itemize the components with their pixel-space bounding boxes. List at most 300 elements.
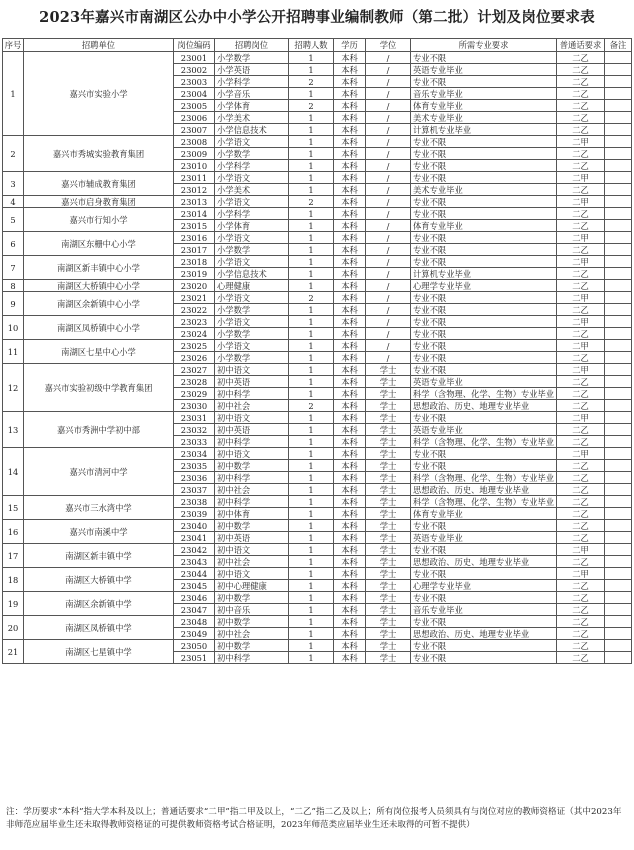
major-requirement: 思想政治、历史、地理专业毕业	[411, 628, 557, 640]
mandarin-level: 二乙	[557, 496, 605, 508]
post-name: 初中英语	[215, 376, 289, 388]
unit-number: 20	[3, 616, 24, 640]
hire-count: 1	[289, 256, 334, 268]
education: 本科	[334, 124, 366, 136]
post-name: 小学语文	[215, 196, 289, 208]
post-code: 23035	[174, 460, 215, 472]
post-name: 初中音乐	[215, 604, 289, 616]
major-requirement: 专业不限	[411, 196, 557, 208]
post-name: 小学语文	[215, 256, 289, 268]
table-row	[3, 340, 632, 352]
post-name: 初中科学	[215, 496, 289, 508]
unit-number: 1	[3, 52, 24, 136]
mandarin-level: 二乙	[557, 580, 605, 592]
degree: /	[366, 100, 411, 112]
post-code: 23044	[174, 568, 215, 580]
education: 本科	[334, 520, 366, 532]
hire-count: 1	[289, 592, 334, 604]
major-requirement: 专业不限	[411, 136, 557, 148]
table-row	[3, 280, 632, 292]
mandarin-level: 二甲	[557, 172, 605, 184]
major-requirement: 专业不限	[411, 520, 557, 532]
degree: /	[366, 280, 411, 292]
post-name: 初中英语	[215, 424, 289, 436]
post-code: 23018	[174, 256, 215, 268]
unit-name: 南湖区新丰镇中心小学	[24, 256, 174, 280]
remark	[605, 592, 632, 604]
remark	[605, 352, 632, 364]
post-code: 23014	[174, 208, 215, 220]
post-code: 23041	[174, 532, 215, 544]
education: 本科	[334, 640, 366, 652]
table-row	[3, 256, 632, 268]
remark	[605, 220, 632, 232]
hire-count: 1	[289, 388, 334, 400]
table-row	[3, 292, 632, 304]
major-requirement: 专业不限	[411, 340, 557, 352]
degree: 学士	[366, 652, 411, 664]
unit-number: 14	[3, 448, 24, 496]
remark	[605, 52, 632, 64]
post-code: 23045	[174, 580, 215, 592]
unit-name: 南湖区余新镇中学	[24, 592, 174, 616]
remark	[605, 400, 632, 412]
post-name: 小学数学	[215, 148, 289, 160]
major-requirement: 专业不限	[411, 652, 557, 664]
mandarin-level: 二乙	[557, 376, 605, 388]
education: 本科	[334, 568, 366, 580]
post-name: 小学数学	[215, 244, 289, 256]
recruitment-table	[2, 38, 632, 664]
hire-count: 1	[289, 148, 334, 160]
post-name: 小学数学	[215, 352, 289, 364]
post-code: 23017	[174, 244, 215, 256]
major-requirement: 英语专业毕业	[411, 532, 557, 544]
major-requirement: 体育专业毕业	[411, 220, 557, 232]
unit-name: 南湖区凤桥镇中学	[24, 616, 174, 640]
education: 本科	[334, 628, 366, 640]
mandarin-level: 二乙	[557, 52, 605, 64]
degree: /	[366, 184, 411, 196]
post-code: 23039	[174, 508, 215, 520]
post-name: 小学体育	[215, 100, 289, 112]
major-requirement: 专业不限	[411, 208, 557, 220]
mandarin-level: 二乙	[557, 472, 605, 484]
hire-count: 1	[289, 544, 334, 556]
table-row	[3, 412, 632, 424]
unit-number: 2	[3, 136, 24, 172]
degree: /	[366, 256, 411, 268]
post-code: 23042	[174, 544, 215, 556]
remark	[605, 124, 632, 136]
remark	[605, 328, 632, 340]
remark	[605, 244, 632, 256]
hire-count: 1	[289, 232, 334, 244]
hire-count: 1	[289, 268, 334, 280]
post-code: 23046	[174, 592, 215, 604]
hire-count: 1	[289, 484, 334, 496]
post-code: 23008	[174, 136, 215, 148]
education: 本科	[334, 472, 366, 484]
education: 本科	[334, 136, 366, 148]
degree: /	[366, 244, 411, 256]
education: 本科	[334, 556, 366, 568]
education: 本科	[334, 376, 366, 388]
post-name: 小学语文	[215, 172, 289, 184]
unit-number: 16	[3, 520, 24, 544]
major-requirement: 专业不限	[411, 640, 557, 652]
table-row	[3, 208, 632, 220]
hire-count: 1	[289, 364, 334, 376]
mandarin-level: 二甲	[557, 340, 605, 352]
post-code: 23033	[174, 436, 215, 448]
hire-count: 1	[289, 424, 334, 436]
hire-count: 1	[289, 604, 334, 616]
mandarin-level: 二乙	[557, 400, 605, 412]
post-code: 23006	[174, 112, 215, 124]
hire-count: 1	[289, 448, 334, 460]
post-name: 初中数学	[215, 520, 289, 532]
unit-number: 5	[3, 208, 24, 232]
major-requirement: 专业不限	[411, 544, 557, 556]
mandarin-level: 二乙	[557, 76, 605, 88]
hire-count: 2	[289, 100, 334, 112]
unit-name: 嘉兴市实验小学	[24, 52, 174, 136]
post-name: 初中科学	[215, 436, 289, 448]
degree: 学士	[366, 580, 411, 592]
remark	[605, 112, 632, 124]
mandarin-level: 二乙	[557, 640, 605, 652]
major-requirement: 计算机专业毕业	[411, 124, 557, 136]
remark	[605, 232, 632, 244]
education: 本科	[334, 220, 366, 232]
remark	[605, 616, 632, 628]
degree: 学士	[366, 592, 411, 604]
unit-name: 嘉兴市启身教育集团	[24, 196, 174, 208]
major-requirement: 美术专业毕业	[411, 112, 557, 124]
hire-count: 1	[289, 52, 334, 64]
post-code: 23003	[174, 76, 215, 88]
table-row	[3, 616, 632, 628]
remark	[605, 568, 632, 580]
education: 本科	[334, 532, 366, 544]
education: 本科	[334, 424, 366, 436]
post-name: 小学数学	[215, 304, 289, 316]
header-cell: 学历	[334, 39, 366, 52]
post-code: 23007	[174, 124, 215, 136]
hire-count: 1	[289, 328, 334, 340]
degree: /	[366, 304, 411, 316]
hire-count: 1	[289, 496, 334, 508]
mandarin-level: 二乙	[557, 100, 605, 112]
major-requirement: 专业不限	[411, 52, 557, 64]
education: 本科	[334, 652, 366, 664]
table-row	[3, 640, 632, 652]
remark	[605, 496, 632, 508]
footnote: 注：学历要求“本科”指大学本科及以上；普通话要求“二甲”指二甲及以上，“二乙”指二乙及以上；所有岗位报考人员须具有与岗位对应的教师资格证（其中2023年非师范应届毕业生还未取得教师资格证的可提供教师资格考试合格证明，2023年师范类应届毕业生还未取得的可暂不提供）	[6, 807, 622, 830]
post-name: 小学美术	[215, 112, 289, 124]
unit-number: 9	[3, 292, 24, 316]
degree: 学士	[366, 640, 411, 652]
degree: 学士	[366, 484, 411, 496]
post-name: 初中科学	[215, 472, 289, 484]
post-name: 初中社会	[215, 400, 289, 412]
remark	[605, 100, 632, 112]
hire-count: 1	[289, 280, 334, 292]
post-code: 23021	[174, 292, 215, 304]
header-cell: 招聘单位	[24, 39, 174, 52]
major-requirement: 专业不限	[411, 292, 557, 304]
post-code: 23030	[174, 400, 215, 412]
major-requirement: 专业不限	[411, 460, 557, 472]
hire-count: 1	[289, 508, 334, 520]
major-requirement: 思想政治、历史、地理专业毕业	[411, 400, 557, 412]
header-cell: 学位	[366, 39, 411, 52]
degree: 学士	[366, 436, 411, 448]
education: 本科	[334, 232, 366, 244]
remark	[605, 208, 632, 220]
hire-count: 1	[289, 64, 334, 76]
table-row	[3, 196, 632, 208]
mandarin-level: 二乙	[557, 556, 605, 568]
remark	[605, 364, 632, 376]
mandarin-level: 二甲	[557, 568, 605, 580]
degree: 学士	[366, 568, 411, 580]
major-requirement: 科学（含物理、化学、生物）专业毕业	[411, 496, 557, 508]
post-code: 23025	[174, 340, 215, 352]
mandarin-level: 二乙	[557, 388, 605, 400]
hire-count: 1	[289, 352, 334, 364]
hire-count: 1	[289, 520, 334, 532]
unit-name: 嘉兴市南溪中学	[24, 520, 174, 544]
mandarin-level: 二乙	[557, 220, 605, 232]
hire-count: 1	[289, 436, 334, 448]
table-row	[3, 568, 632, 580]
remark	[605, 292, 632, 304]
degree: 学士	[366, 412, 411, 424]
major-requirement: 英语专业毕业	[411, 64, 557, 76]
major-requirement: 科学（含物理、化学、生物）专业毕业	[411, 472, 557, 484]
major-requirement: 专业不限	[411, 316, 557, 328]
major-requirement: 科学（含物理、化学、生物）专业毕业	[411, 436, 557, 448]
post-code: 23034	[174, 448, 215, 460]
unit-name: 嘉兴市辅成教育集团	[24, 172, 174, 196]
remark	[605, 520, 632, 532]
education: 本科	[334, 616, 366, 628]
education: 本科	[334, 460, 366, 472]
education: 本科	[334, 292, 366, 304]
degree: 学士	[366, 544, 411, 556]
mandarin-level: 二乙	[557, 268, 605, 280]
remark	[605, 472, 632, 484]
degree: /	[366, 124, 411, 136]
mandarin-level: 二甲	[557, 316, 605, 328]
post-name: 初中体育	[215, 508, 289, 520]
hire-count: 1	[289, 304, 334, 316]
post-code: 23004	[174, 88, 215, 100]
hire-count: 1	[289, 208, 334, 220]
degree: /	[366, 76, 411, 88]
post-code: 23028	[174, 376, 215, 388]
unit-name: 嘉兴市秀城实验教育集团	[24, 136, 174, 172]
degree: 学士	[366, 472, 411, 484]
mandarin-level: 二乙	[557, 460, 605, 472]
unit-number: 3	[3, 172, 24, 196]
degree: /	[366, 136, 411, 148]
hire-count: 1	[289, 532, 334, 544]
mandarin-level: 二甲	[557, 412, 605, 424]
post-code: 23001	[174, 52, 215, 64]
table-row	[3, 520, 632, 532]
education: 本科	[334, 76, 366, 88]
hire-count: 1	[289, 652, 334, 664]
remark	[605, 316, 632, 328]
table-row	[3, 316, 632, 328]
major-requirement: 心理学专业毕业	[411, 580, 557, 592]
degree: /	[366, 328, 411, 340]
remark	[605, 256, 632, 268]
post-name: 小学数学	[215, 52, 289, 64]
education: 本科	[334, 496, 366, 508]
mandarin-level: 二甲	[557, 364, 605, 376]
mandarin-level: 二甲	[557, 136, 605, 148]
education: 本科	[334, 400, 366, 412]
mandarin-level: 二乙	[557, 304, 605, 316]
unit-name: 嘉兴市行知小学	[24, 208, 174, 232]
degree: /	[366, 64, 411, 76]
unit-number: 11	[3, 340, 24, 364]
major-requirement: 专业不限	[411, 568, 557, 580]
degree: 学士	[366, 388, 411, 400]
mandarin-level: 二乙	[557, 328, 605, 340]
remark	[605, 280, 632, 292]
degree: /	[366, 208, 411, 220]
table-row	[3, 136, 632, 148]
header-cell: 普通话要求	[557, 39, 605, 52]
post-name: 初中社会	[215, 556, 289, 568]
post-name: 小学语文	[215, 292, 289, 304]
post-code: 23050	[174, 640, 215, 652]
unit-name: 南湖区余新镇中心小学	[24, 292, 174, 316]
post-name: 小学数学	[215, 328, 289, 340]
degree: /	[366, 196, 411, 208]
post-name: 小学体育	[215, 220, 289, 232]
degree: 学士	[366, 496, 411, 508]
mandarin-level: 二乙	[557, 88, 605, 100]
mandarin-level: 二乙	[557, 532, 605, 544]
post-name: 初中心理健康	[215, 580, 289, 592]
hire-count: 2	[289, 76, 334, 88]
degree: /	[366, 340, 411, 352]
major-requirement: 思想政治、历史、地理专业毕业	[411, 484, 557, 496]
remark	[605, 484, 632, 496]
major-requirement: 音乐专业毕业	[411, 88, 557, 100]
unit-name: 嘉兴市实验初级中学教育集团	[24, 364, 174, 412]
mandarin-level: 二甲	[557, 448, 605, 460]
degree: 学士	[366, 364, 411, 376]
remark	[605, 148, 632, 160]
education: 本科	[334, 364, 366, 376]
hire-count: 1	[289, 136, 334, 148]
header-cell: 序号	[3, 39, 24, 52]
unit-name: 南湖区七星中心小学	[24, 340, 174, 364]
education: 本科	[334, 544, 366, 556]
degree: 学士	[366, 400, 411, 412]
post-name: 小学科学	[215, 208, 289, 220]
hire-count: 1	[289, 316, 334, 328]
unit-number: 7	[3, 256, 24, 280]
major-requirement: 体育专业毕业	[411, 508, 557, 520]
mandarin-level: 二乙	[557, 508, 605, 520]
education: 本科	[334, 328, 366, 340]
degree: /	[366, 292, 411, 304]
degree: /	[366, 232, 411, 244]
degree: 学士	[366, 448, 411, 460]
education: 本科	[334, 244, 366, 256]
education: 本科	[334, 448, 366, 460]
hire-count: 2	[289, 196, 334, 208]
major-requirement: 体育专业毕业	[411, 100, 557, 112]
post-name: 小学科学	[215, 160, 289, 172]
major-requirement: 计算机专业毕业	[411, 268, 557, 280]
hire-count: 1	[289, 172, 334, 184]
post-code: 23031	[174, 412, 215, 424]
mandarin-level: 二乙	[557, 424, 605, 436]
major-requirement: 专业不限	[411, 352, 557, 364]
post-code: 23040	[174, 520, 215, 532]
remark	[605, 544, 632, 556]
hire-count: 1	[289, 580, 334, 592]
education: 本科	[334, 592, 366, 604]
unit-number: 6	[3, 232, 24, 256]
degree: /	[366, 148, 411, 160]
remark	[605, 460, 632, 472]
degree: /	[366, 160, 411, 172]
header-cell: 岗位编码	[174, 39, 215, 52]
mandarin-level: 二乙	[557, 208, 605, 220]
major-requirement: 英语专业毕业	[411, 376, 557, 388]
table-header-row	[3, 39, 632, 52]
education: 本科	[334, 256, 366, 268]
degree: /	[366, 112, 411, 124]
unit-name: 南湖区东栅中心小学	[24, 232, 174, 256]
hire-count: 1	[289, 460, 334, 472]
remark	[605, 184, 632, 196]
hire-count: 1	[289, 472, 334, 484]
post-code: 23023	[174, 316, 215, 328]
table-row	[3, 172, 632, 184]
education: 本科	[334, 304, 366, 316]
post-name: 小学语文	[215, 340, 289, 352]
remark	[605, 160, 632, 172]
post-name: 初中语文	[215, 544, 289, 556]
hire-count: 1	[289, 412, 334, 424]
post-code: 23013	[174, 196, 215, 208]
major-requirement: 专业不限	[411, 412, 557, 424]
unit-name: 嘉兴市秀洲中学初中部	[24, 412, 174, 448]
degree: 学士	[366, 556, 411, 568]
post-code: 23005	[174, 100, 215, 112]
major-requirement: 音乐专业毕业	[411, 604, 557, 616]
unit-name: 嘉兴市清河中学	[24, 448, 174, 496]
post-code: 23016	[174, 232, 215, 244]
major-requirement: 专业不限	[411, 148, 557, 160]
post-code: 23027	[174, 364, 215, 376]
table-row	[3, 592, 632, 604]
post-name: 心理健康	[215, 280, 289, 292]
post-name: 初中社会	[215, 628, 289, 640]
table-row	[3, 52, 632, 64]
